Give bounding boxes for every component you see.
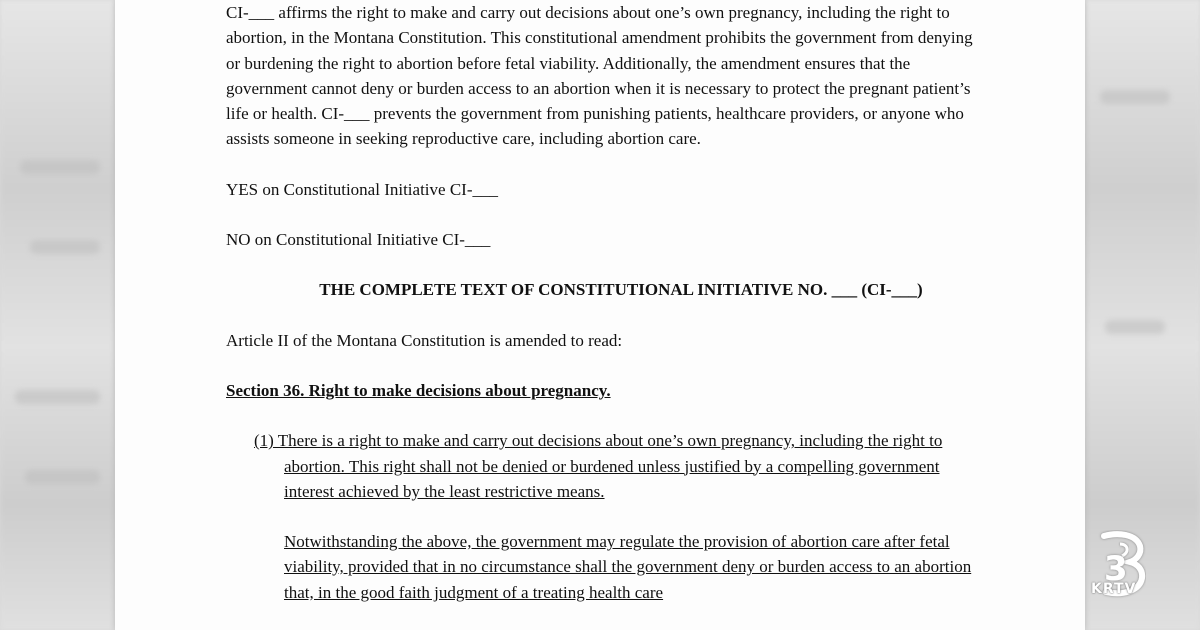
blurred-text-line (1105, 320, 1165, 334)
document-text (226, 0, 986, 605)
section-item-1: (1) There is a right to make and carry out decisions about one’s own pregnancy, including the right to abortion. This right shall not be denied or burdened unless justified by a compelling government interest achieved by the least restrictive means. (254, 431, 943, 501)
blurred-text-line (30, 240, 100, 254)
blurred-text-line (1100, 90, 1170, 104)
blurred-text-line (15, 390, 100, 404)
section-item-1-continued: Notwithstanding the above, the government may regulate the provision of abortion care after fetal viability, provided that in no circumstance shall the government deny or burden access to an abortion that, in the good faith judgment of a treating health care (284, 532, 972, 602)
full-text-heading: THE COMPLETE TEXT OF CONSTITUTIONAL INITIATIVE NO. ___ (CI-___) (319, 280, 923, 300)
blurred-text-line (20, 160, 100, 174)
blurred-background-left (0, 0, 115, 630)
amendment-intro: Article II of the Montana Constitution is amended to read: (226, 330, 623, 350)
section-heading: Section 36. Right to make decisions about pregnancy. (226, 380, 611, 400)
yes-option: YES on Constitutional Initiative CI-___ (226, 179, 498, 199)
ballot-summary: CI-___ affirms the right to make and carry out decisions about one’s own pregnancy, including the right to abortion, in the Montana Constitution. This constitutional amendment prohibits the government from denying or burdening the right to abortion before fetal viability. Additionally, the amendment ensures that the government cannot deny or burden access to an abortion when it is necessary to protect the pregnant patient’s life or health. CI-___ prevents the government from punishing patients, healthcare providers, or anyone who assists someone in seeking reproductive care, including abortion care. (226, 3, 973, 149)
station-call-letters: KRTV (1091, 581, 1137, 597)
no-option: NO on Constitutional Initiative CI-___ (226, 230, 491, 250)
blurred-text-line (25, 470, 100, 484)
station-logo-number: 3 (1104, 549, 1128, 589)
